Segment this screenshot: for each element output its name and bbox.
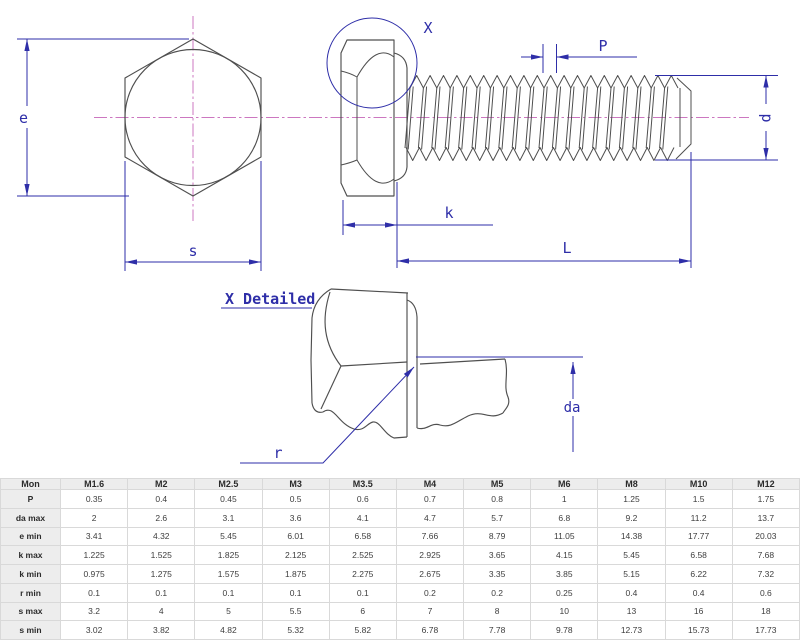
value-cell: 3.41 [61,527,128,546]
table-row [1,583,800,602]
row-label-cell: P [1,490,61,509]
table-row [1,527,800,546]
value-cell: 16 [665,602,732,621]
table-row [1,565,800,584]
value-cell: 5.7 [464,508,531,527]
value-cell: 1 [531,490,598,509]
value-cell: 20.03 [732,527,799,546]
table-row [1,508,800,527]
d-dimension-label: d [756,113,775,123]
column-header-cell: M3.5 [329,479,396,490]
value-cell: 0.1 [329,583,396,602]
column-header-cell: M2.5 [195,479,262,490]
value-cell: 1.575 [195,565,262,584]
value-cell: 12.73 [598,621,665,640]
value-cell: 6.8 [531,508,598,527]
x-detail-view [221,289,587,463]
value-cell: 0.35 [61,490,128,509]
value-cell: 0.975 [61,565,128,584]
value-cell: 18 [732,602,799,621]
column-header-cell: M4 [396,479,463,490]
value-cell: 17.73 [732,621,799,640]
value-cell: 13 [598,602,665,621]
row-label-cell: da max [1,508,61,527]
value-cell: 14.38 [598,527,665,546]
row-label-cell: e min [1,527,61,546]
r-dimension-label: r [273,444,283,462]
value-cell: 7.32 [732,565,799,584]
value-cell: 4 [128,602,195,621]
value-cell: 5.82 [329,621,396,640]
value-cell: 0.2 [396,583,463,602]
value-cell: 3.82 [128,621,195,640]
value-cell: 6.58 [665,546,732,565]
value-cell: 0.4 [598,583,665,602]
value-cell: 2.525 [329,546,396,565]
value-cell: 1.225 [61,546,128,565]
value-cell: 3.35 [464,565,531,584]
value-cell: 3.6 [262,508,329,527]
e-dimension-label: e [18,109,29,127]
column-header-cell: M3 [262,479,329,490]
dimension-k [343,200,493,235]
value-cell: 17.77 [665,527,732,546]
detail-geometry [311,289,509,438]
value-cell: 3.85 [531,565,598,584]
value-cell: 1.25 [598,490,665,509]
value-cell: 2.925 [396,546,463,565]
value-cell: 7.78 [464,621,531,640]
value-cell: 0.25 [531,583,598,602]
column-header-cell: M12 [732,479,799,490]
value-cell: 3.2 [61,602,128,621]
value-cell: 3.02 [61,621,128,640]
value-cell: 1.275 [128,565,195,584]
value-cell: 0.2 [464,583,531,602]
value-cell: 6.78 [396,621,463,640]
value-cell: 1.825 [195,546,262,565]
value-cell: 11.05 [531,527,598,546]
shank-tip-chamfer [676,78,691,159]
thread-crests-bottom [406,148,674,161]
column-header-cell: M6 [531,479,598,490]
value-cell: 4.32 [128,527,195,546]
value-cell: 0.4 [128,490,195,509]
value-cell: 0.7 [396,490,463,509]
value-cell: 1.525 [128,546,195,565]
value-cell: 2.125 [262,546,329,565]
value-cell: 9.2 [598,508,665,527]
value-cell: 15.73 [665,621,732,640]
value-cell: 7 [396,602,463,621]
value-cell: 5.45 [195,527,262,546]
dimension-p [521,37,637,73]
row-label-cell: k max [1,546,61,565]
table-row [1,602,800,621]
value-cell: 6 [329,602,396,621]
value-cell: 0.1 [61,583,128,602]
s-dimension-label: s [188,242,198,260]
value-cell: 6.01 [262,527,329,546]
value-cell: 5.15 [598,565,665,584]
value-cell: 0.6 [732,583,799,602]
column-header-cell: M2 [128,479,195,490]
value-cell: 1.5 [665,490,732,509]
value-cell: 6.22 [665,565,732,584]
table-row [1,490,800,509]
k-dimension-label: k [444,204,454,222]
dimension-d [655,76,778,161]
value-cell: 8.79 [464,527,531,546]
table-row [1,546,800,565]
value-cell: 0.1 [195,583,262,602]
value-cell: 4.15 [531,546,598,565]
value-cell: 5.32 [262,621,329,640]
row-label-cell: s max [1,602,61,621]
table-header-row [1,479,800,490]
value-cell: 1.875 [262,565,329,584]
dimension-l [397,152,691,268]
spec-table [0,478,800,640]
bolt-side-view [327,18,778,268]
table-row [1,621,800,640]
value-cell: 0.1 [262,583,329,602]
p-dimension-label: P [598,37,608,55]
fillet-radius-callout [240,367,414,463]
value-cell: 8 [464,602,531,621]
value-cell: 11.2 [665,508,732,527]
value-cell: 13.7 [732,508,799,527]
value-cell: 2.675 [396,565,463,584]
value-cell: 4.82 [195,621,262,640]
value-cell: 0.8 [464,490,531,509]
value-cell: 2.275 [329,565,396,584]
value-cell: 3.65 [464,546,531,565]
column-header-cell: M8 [598,479,665,490]
value-cell: 5.5 [262,602,329,621]
row-label-cell: s min [1,621,61,640]
value-cell: 7.68 [732,546,799,565]
row-label-cell: r min [1,583,61,602]
row-label-cell: k min [1,565,61,584]
value-cell: 0.45 [195,490,262,509]
detail-title: X Detailed [225,290,316,308]
value-cell: 4.1 [329,508,396,527]
x-marker-label: X [423,19,433,37]
value-cell: 0.4 [665,583,732,602]
value-cell: 2 [61,508,128,527]
value-cell: 2.6 [128,508,195,527]
value-cell: 0.1 [128,583,195,602]
value-cell: 3.1 [195,508,262,527]
value-cell: 5.45 [598,546,665,565]
column-header-cell: M5 [464,479,531,490]
thread-crests-top [410,76,678,89]
value-cell: 6.58 [329,527,396,546]
value-cell: 10 [531,602,598,621]
dimension-da [416,357,587,452]
value-cell: 5 [195,602,262,621]
hex-front-view [16,16,749,271]
column-header-cell: M1.6 [61,479,128,490]
l-dimension-label: L [562,239,572,257]
da-dimension-label: da [563,400,581,416]
value-cell: 0.5 [262,490,329,509]
corner-header-cell: Mon [1,479,61,490]
value-cell: 0.6 [329,490,396,509]
column-header-cell: M10 [665,479,732,490]
value-cell: 7.66 [396,527,463,546]
value-cell: 4.7 [396,508,463,527]
value-cell: 1.75 [732,490,799,509]
value-cell: 9.78 [531,621,598,640]
